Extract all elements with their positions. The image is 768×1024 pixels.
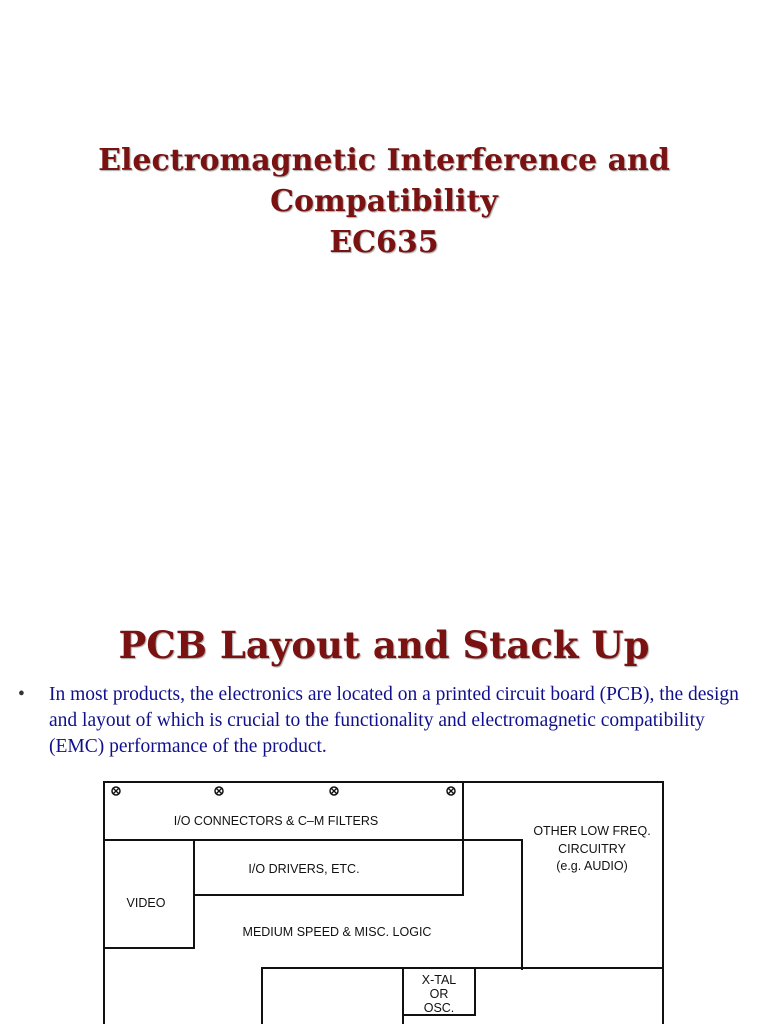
slide-title-line: Compatibility: [270, 184, 498, 219]
xtal-label: X-TAL: [421, 973, 457, 987]
io-drivers-label: I/O DRIVERS, ETC.: [248, 862, 360, 876]
medium-speed-label: MEDIUM SPEED & MISC. LOGIC: [242, 925, 432, 939]
mounting-hole-icon: [447, 787, 455, 795]
bullet-icon: •: [18, 684, 25, 705]
mounting-hole-icon: [330, 787, 338, 795]
other-low-freq-label: CIRCUITRY: [558, 842, 626, 856]
bullet-text: In most products, the electronics are located on a printed circuit board (PCB), the design and layout of which is crucial to the functionality and electromagnetic compatibility (EMC) performance of the product.: [49, 684, 739, 757]
other-low-freq-label: OTHER LOW FREQ.: [533, 824, 651, 838]
mounting-holes: [112, 787, 455, 795]
io-connectors-label: I/O CONNECTORS & C–M FILTERS: [173, 814, 379, 828]
section-title: PCB Layout and Stack Up: [118, 623, 650, 667]
xtal-label: OSC.: [423, 1001, 455, 1015]
other-low-freq-region: [463, 840, 522, 970]
mounting-hole-icon: [112, 787, 120, 795]
xtal-label: OR: [429, 987, 449, 1001]
slide-title-line: EC635: [329, 225, 439, 260]
other-low-freq-label: (e.g. AUDIO): [556, 859, 628, 873]
io-connectors-region: [104, 782, 463, 840]
video-label: VIDEO: [126, 896, 166, 910]
slide-title-line: Electromagnetic Interference and: [98, 143, 670, 178]
mounting-hole-icon: [215, 787, 223, 795]
